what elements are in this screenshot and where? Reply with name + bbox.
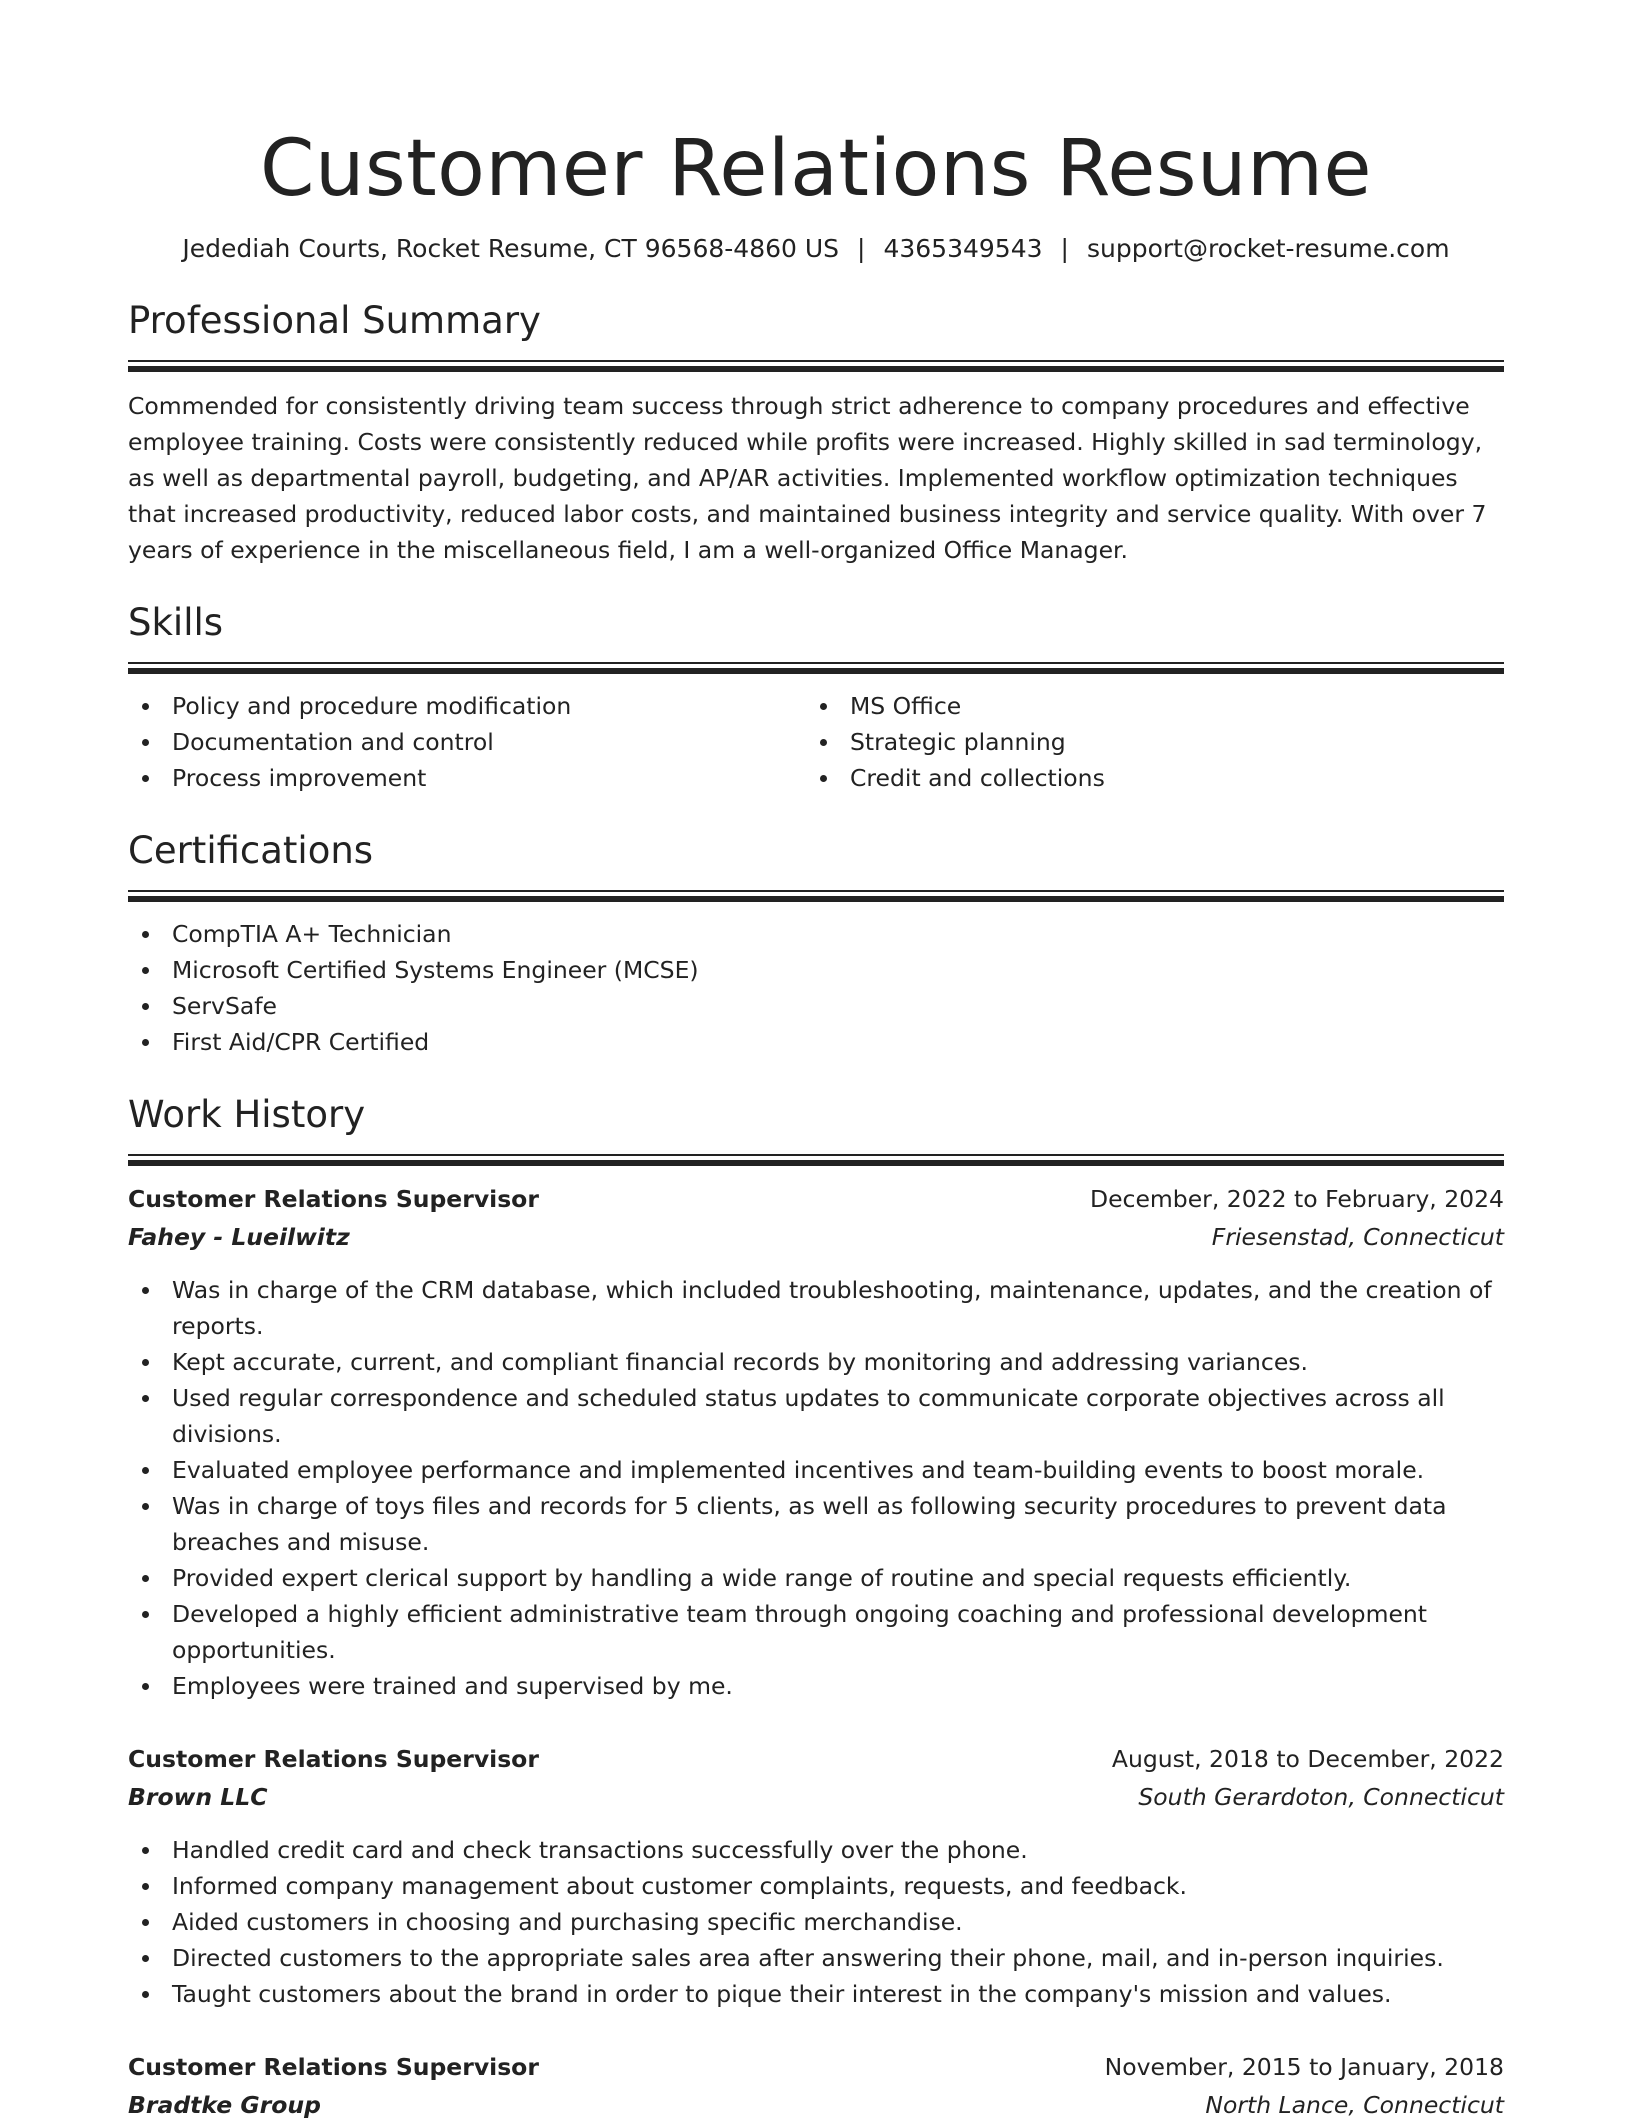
summary-text: Commended for consistently driving team success through strict adherence to company procedures and effective employee training. Costs were consistently reduced while profits were increased. Highly skilled in sad terminology, as well as departmental payroll, budgeting, and AP/AR activities. Implemented workflow optimization techniques that increased productivity, reduced labor costs, and maintained business integrity and service quality. With over 7 years of experience in the miscellaneous field, I am a well-organized Office Manager. [128,392,1487,564]
contact-address: Jedediah Courts, Rocket Resume, CT 96568-4860 US [182,234,840,263]
contact-separator: | [1060,234,1069,263]
job-bullet: Directed customers to the appropriate sales area after answering their phone, mail, and in-person inquiries. [128,1940,1504,1976]
job-header [128,2048,1504,2086]
skill-item: Documentation and control [128,724,806,760]
section-divider [128,360,1504,372]
summary-section [128,296,1504,568]
contact-email[interactable]: support@rocket-resume.com [1086,234,1450,263]
job-bullet: Developed a highly efficient administrative team through ongoing coaching and professional development opportunities. [128,1596,1504,1668]
job-location: South Gerardoton, Connecticut [1138,1783,1504,1811]
job-entry [128,2048,1504,2124]
job-dates: November, 2015 to January, 2018 [1104,2053,1504,2081]
job-header [128,1180,1504,1218]
job-bullet: Used regular correspondence and scheduled status updates to communicate corporate objectives across all divisions. [128,1380,1504,1452]
skill-item: Strategic planning [806,724,1484,760]
certification-item: ServSafe [128,988,1504,1024]
job-header [128,1740,1504,1778]
job-bullet: Handled credit card and check transactions successfully over the phone. [128,1832,1504,1868]
job-location: Friesenstad, Connecticut [1211,1223,1504,1251]
contact-separator: | [857,234,866,263]
summary-heading: Professional Summary [128,299,541,342]
job-bullet: Kept accurate, current, and compliant financial records by monitoring and addressing variances. [128,1344,1504,1380]
contact-phone: 4365349543 [883,234,1043,263]
job-bullet: Aided customers in choosing and purchasing specific merchandise. [128,1904,1504,1940]
skill-item: Process improvement [128,760,806,796]
skills-section [128,598,1504,796]
certification-item: First Aid/CPR Certified [128,1024,1504,1060]
skill-item: Policy and procedure modification [128,688,806,724]
job-subheader [128,1778,1504,1816]
job-subheader [128,2086,1504,2124]
certification-item: CompTIA A+ Technician [128,916,1504,952]
section-divider [128,1154,1504,1166]
job-bullets [128,1272,1504,1704]
job-entry [128,1180,1504,1704]
contact-line [128,232,1504,266]
job-bullet: Was in charge of the CRM database, which included troubleshooting, maintenance, updates, and the creation of reports. [128,1272,1504,1344]
certifications-heading: Certifications [128,829,374,872]
job-bullet: Taught customers about the brand in order to pique their interest in the company's mission and values. [128,1976,1504,2012]
job-bullet: Provided expert clerical support by handling a wide range of routine and special requests efficiently. [128,1560,1504,1596]
job-title: Customer Relations Supervisor [128,1185,539,1213]
section-divider [128,890,1504,902]
resume-page [128,0,1504,2124]
skills-columns [128,688,1504,796]
skills-list-right [806,688,1484,796]
certifications-list [128,916,1504,1060]
skills-list-left [128,688,806,796]
job-bullets [128,1832,1504,2012]
job-company: Bradtke Group [128,2091,321,2119]
work-history-heading: Work History [128,1093,366,1136]
certifications-section [128,826,1504,1060]
job-title: Customer Relations Supervisor [128,1745,539,1773]
work-history-section [128,1090,1504,2124]
certification-item: Microsoft Certified Systems Engineer (MCSE) [128,952,1504,988]
job-location: North Lance, Connecticut [1205,2091,1504,2119]
resume-title: Customer Relations Resume [260,124,1372,214]
job-bullet: Was in charge of toys files and records for 5 clients, as well as following security procedures to prevent data breaches and misuse. [128,1488,1504,1560]
job-entry [128,1740,1504,2012]
job-bullet: Employees were trained and supervised by me. [128,1668,1504,1704]
section-divider [128,662,1504,674]
skill-item: MS Office [806,688,1484,724]
job-bullet: Informed company management about customer complaints, requests, and feedback. [128,1868,1504,1904]
job-company: Fahey - Lueilwitz [128,1223,350,1251]
job-company: Brown LLC [128,1783,268,1811]
job-dates: December, 2022 to February, 2024 [1089,1185,1504,1213]
job-title: Customer Relations Supervisor [128,2053,539,2081]
job-subheader [128,1218,1504,1256]
job-dates: August, 2018 to December, 2022 [1111,1745,1504,1773]
skills-heading: Skills [128,601,224,644]
job-bullet: Evaluated employee performance and implemented incentives and team-building events to boost morale. [128,1452,1504,1488]
skill-item: Credit and collections [806,760,1484,796]
